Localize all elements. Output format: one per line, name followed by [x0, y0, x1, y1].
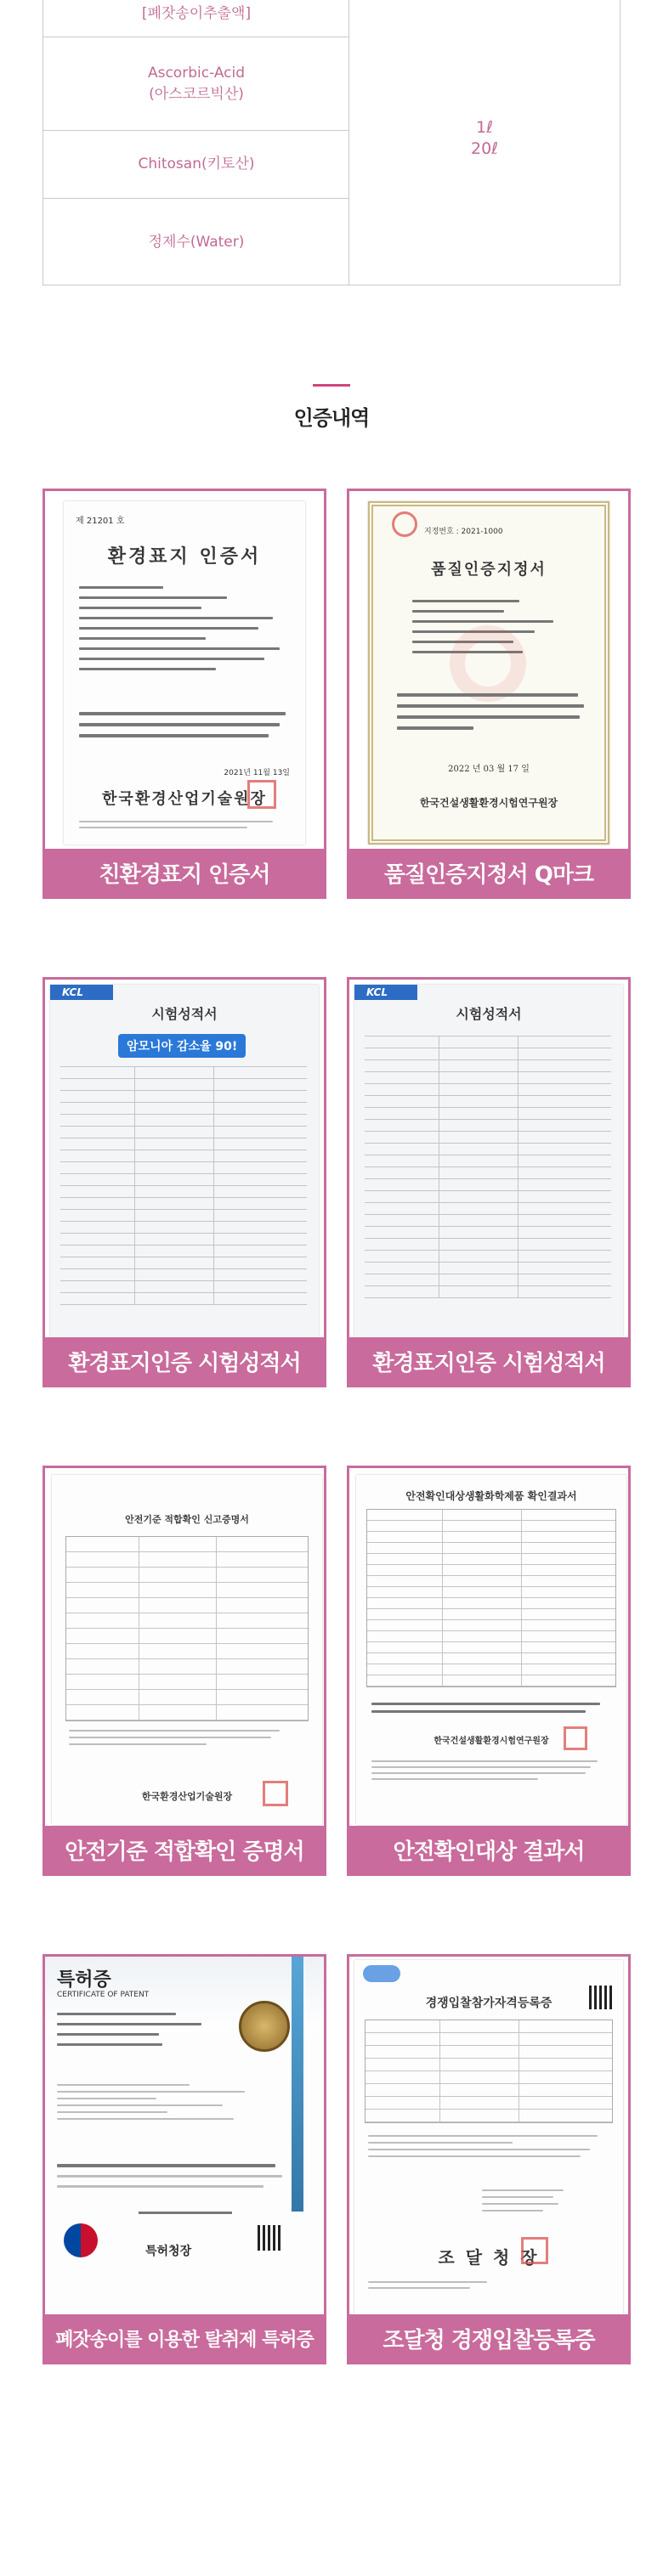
certificate-image — [45, 1468, 324, 1831]
ingredient-cell — [43, 199, 349, 285]
doc-issuer: 특허청장 — [145, 2245, 192, 2258]
certificate-card — [347, 977, 631, 1387]
ingredient-name-korean: (아스코르빅산) — [149, 85, 244, 103]
certificate-document — [354, 985, 623, 1338]
certificate-caption: 안전기준 적합확인 증명서 — [45, 1826, 324, 1873]
doc-issuer: 한국환경산업기술원장 — [141, 1791, 233, 1802]
doc-title: 특허증 — [57, 1969, 111, 1991]
doc-issuer: 조 달 청 장 — [438, 2247, 540, 2268]
official-seal-icon — [263, 1781, 288, 1806]
section-divider — [313, 384, 350, 387]
ingredient-name: Chitosan(키토산) — [138, 155, 255, 172]
doc-date: 2021년 11월 13일 — [224, 769, 290, 777]
certificate-card — [42, 1954, 326, 2364]
certificate-document — [368, 501, 609, 845]
patent-info-lines — [57, 2013, 227, 2053]
certificate-caption: 친환경표지 인증서 — [45, 849, 324, 896]
certificate-caption: 환경표지인증 시험성적서 — [349, 1337, 628, 1385]
certificate-image — [45, 1957, 324, 2319]
test-result-table — [365, 1036, 611, 1298]
national-emblem-icon — [64, 2223, 98, 2257]
doc-text-lines — [69, 1730, 298, 1753]
certificate-image — [349, 491, 628, 854]
certificate-document — [64, 501, 305, 845]
certificate-document — [50, 985, 319, 1338]
ingredient-name: 정제수(Water) — [148, 233, 245, 251]
certificate-document — [45, 1957, 324, 2319]
amount-value: 20ℓ — [470, 138, 499, 158]
doc-statement-lines — [397, 693, 587, 737]
doc-issuer: 한국건설생활환경시험연구원장 — [419, 797, 558, 809]
doc-text-lines — [371, 1703, 609, 1720]
declaration-table — [65, 1536, 309, 1721]
ingredient-table — [42, 0, 620, 285]
agency-logo-icon — [363, 1965, 400, 1982]
certificate-caption: 조달청 경쟁입찰등록증 — [349, 2314, 628, 2362]
certificate-caption: 품질인증지정서 Q마크 — [349, 849, 628, 896]
ingredient-name-column — [43, 0, 349, 285]
certificate-image — [349, 980, 628, 1342]
certificate-image — [45, 980, 324, 1342]
doc-title: 시험성적서 — [456, 1006, 522, 1022]
doc-title: 환경표지 인증서 — [107, 545, 262, 568]
doc-title: 시험성적서 — [151, 1006, 218, 1022]
patent-statement-lines — [57, 2164, 286, 2195]
doc-footnote-lines — [79, 821, 290, 836]
doc-date-lines — [482, 2189, 584, 2219]
doc-title: 품질인증지정서 — [431, 561, 547, 579]
doc-subtitle: CERTIFICATE OF PATENT — [57, 1991, 150, 1999]
doc-footnote-lines — [368, 2281, 538, 2296]
registration-table — [365, 2020, 613, 2123]
certificate-card — [42, 1466, 326, 1876]
highlight-badge: 암모니아 감소율 90! — [118, 1034, 246, 1058]
certificate-caption: 안전확인대상 결과서 — [349, 1826, 628, 1873]
certificate-image — [45, 491, 324, 854]
certificate-document — [354, 1960, 623, 2315]
doc-text-lines — [368, 2135, 609, 2165]
amount-value: 1ℓ — [476, 117, 493, 137]
doc-issuer: 한국환경산업기술원장 — [102, 790, 267, 808]
official-seal-icon — [564, 1726, 587, 1750]
certificate-caption: 폐잣송이를 이용한 탈취제 특허증 — [45, 2314, 324, 2362]
doc-date-line — [139, 2212, 232, 2214]
qr-code-icon — [258, 2225, 283, 2251]
certificate-card — [42, 489, 326, 899]
official-seal-icon — [521, 2237, 548, 2264]
certificate-image — [349, 1957, 628, 2319]
ingredient-cell — [43, 37, 349, 131]
certificate-document — [52, 1475, 322, 1825]
ingredient-name: [폐잣송이추출액] — [141, 5, 252, 22]
test-result-table — [60, 1066, 307, 1305]
section-title: 인증내역 — [293, 406, 370, 430]
doc-issuer: 한국건설생활환경시험연구원장 — [434, 1737, 549, 1746]
certificate-document — [356, 1475, 626, 1825]
certificate-card — [42, 977, 326, 1387]
doc-title: 안전기준 적합확인 신고증명서 — [125, 1514, 249, 1525]
ingredient-cell-partial — [43, 0, 349, 37]
ingredient-amount-cell — [349, 0, 620, 285]
watermark-icon — [450, 625, 526, 702]
kcl-logo-icon: KCL — [354, 985, 417, 1000]
doc-footnote-lines — [371, 1760, 609, 1788]
doc-title: 경쟁입찰참가자격등록증 — [425, 1997, 552, 2010]
certificate-caption: 환경표지인증 시험성적서 — [45, 1337, 324, 1385]
ingredient-cell — [43, 131, 349, 199]
ribbon-icon — [292, 1957, 303, 2212]
ingredient-name: Ascorbic-Acid — [147, 64, 246, 82]
doc-number: 제 21201 호 — [76, 517, 125, 526]
certificate-card — [347, 1954, 631, 2364]
kcl-logo-icon: KCL — [50, 985, 113, 1000]
certificate-image — [349, 1468, 628, 1831]
patent-detail-lines — [57, 2084, 278, 2127]
doc-number: 지정번호 : 2021-1000 — [424, 528, 503, 536]
certificate-card — [347, 489, 631, 899]
doc-notice-lines — [79, 712, 290, 745]
certificate-card — [347, 1466, 631, 1876]
doc-title: 안전확인대상생활화학제품 확인결과서 — [405, 1490, 577, 1502]
gold-medal-icon — [239, 2001, 290, 2052]
official-seal-icon — [247, 780, 276, 809]
emblem-icon — [392, 511, 417, 537]
result-table — [366, 1509, 616, 1687]
doc-date: 2022 년 03 월 17 일 — [448, 765, 530, 774]
doc-text-lines — [79, 586, 290, 678]
